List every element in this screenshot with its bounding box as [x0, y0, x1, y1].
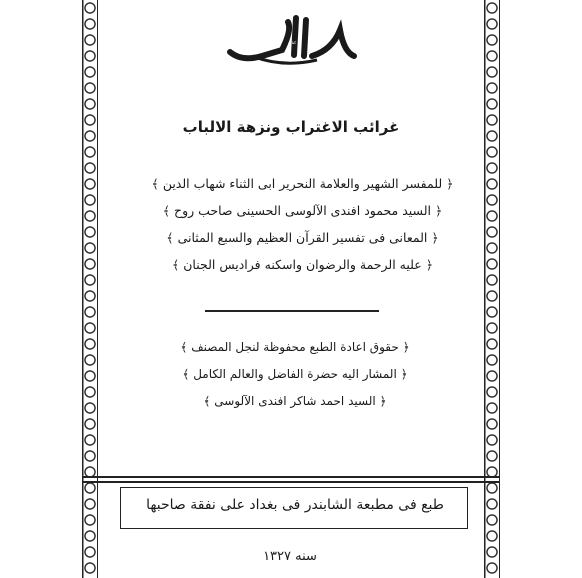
publication-year: سنه ١٣٢٧: [263, 549, 317, 564]
title-logo-text: كتاب: [287, 40, 297, 45]
author-line-2: ﴿ السيد محمود افندى الآلوسى الحسينى صاحب روح ﴾: [162, 203, 443, 218]
author-line-3: ﴿ المعانى فى تفسير القرآن العظيم والسبع المثانى ﴾: [166, 230, 439, 245]
rights-line-1: ﴿ حقوق اعادة الطبع محفوظة لنجل المصنف ﴾: [180, 340, 410, 354]
section-divider: [205, 310, 379, 312]
rights-line-2: ﴿ المشار اليه حضرة الفاضل والعالم الكامل ﴾: [182, 367, 408, 381]
book-subtitle: غرائب الاغتراب ونزهة الالباب: [182, 118, 400, 136]
right-ornamental-border: [484, 0, 500, 578]
author-line-1: ﴿ للمفسر الشهير والعلامة النحرير ابى الثناء شهاب الدين ﴾: [151, 176, 454, 191]
lower-rule-line: [82, 481, 500, 483]
left-ornamental-border: [82, 0, 98, 578]
rights-line-3: ﴿ السيد احمد شاكر افندى الآلوسى ﴾: [203, 394, 387, 408]
upper-rule-line: [82, 476, 500, 478]
title-calligraphy-logo: [222, 10, 362, 70]
author-line-4: ﴿ عليه الرحمة والرضوان واسكنه فراديس الجنان ﴾: [171, 257, 434, 272]
imprint-text: طبع فى مطبعة الشابندر فى بغداد على نفقة صاحبها: [146, 497, 444, 513]
